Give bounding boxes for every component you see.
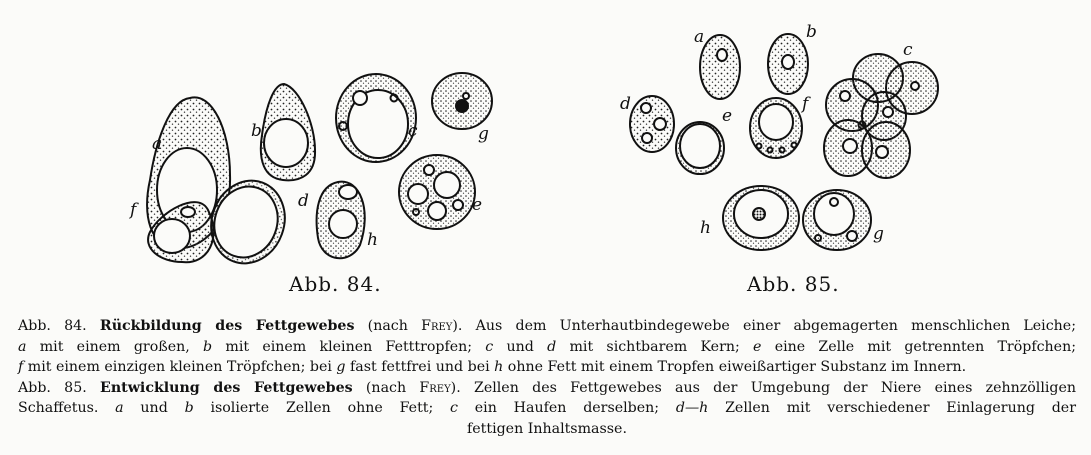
cell-84-c [336,74,416,162]
caption-text-0: Schaffetus. [18,400,116,416]
caption-letter-4: h [494,359,504,375]
caption-85-line3 [18,419,1076,440]
cell-84-e [399,155,475,229]
caption-letter-2: g [336,359,346,375]
caption-letter-8: e [753,338,762,355]
caption-84-line1 [18,316,1076,337]
figure-85-label: Abb. 85. [747,272,840,296]
cell-84-b [261,84,315,180]
cell-85-e [676,122,724,174]
label-85-b: b [806,22,817,42]
label-85-d: d [620,94,631,114]
label-85-f: f [802,94,809,114]
caption-letter-5: c [450,400,458,416]
label-85-a: a [694,27,705,47]
figure-84-drawing [147,73,492,274]
caption-84-text-b: ). Aus dem Unterhautbindegewebe einer abgemagerten menschlichen Leiche; [452,318,1076,334]
caption-text-4: isolierte Zellen ohne Fett; [193,400,451,416]
caption-letter-6: d [547,338,557,355]
label-85-e: e [722,106,733,126]
cell-84-g [432,73,492,129]
caption-text-5: und [493,338,548,355]
caption-letter-0: a [18,338,27,355]
cell-85-h [723,186,799,250]
caption-85-author: Frey [419,379,451,396]
caption-text-7: mit sichtbarem Kern; [556,338,754,355]
caption-84-text-a: (nach [367,318,408,334]
label-85-g: g [873,224,884,244]
caption-84-line2 [18,337,1076,358]
caption-84-author: Frey [421,318,453,334]
caption-text-9: eine Zelle mit getrennten Tröpfchen; [761,338,1076,355]
caption-text-1: mit einem großen, [26,338,204,355]
label-85-c: c [903,40,913,60]
cell-85-b [768,34,808,94]
label-84-g: g [478,124,489,144]
cell-85-f [750,98,802,158]
label-84-f: f [130,200,137,220]
caption-text-8: Zellen mit verschiedener Einlagerung der [708,400,1076,416]
label-84-c: c [408,121,418,141]
caption-85-title: Entwicklung des Fettgewebes [100,379,353,396]
cell-84-dh [317,182,365,259]
label-84-d: d [298,191,309,211]
figure-84-label: Abb. 84. [289,272,382,296]
caption-text-0: fettigen Inhaltsmasse. [467,420,627,437]
label-84-b: b [251,121,262,141]
caption-text-5: ohne Fett mit einem Tropfen eiweißartiger Substanz im Innern. [503,359,967,375]
caption-85-line1 [18,378,1076,399]
caption-letter-1: a [115,400,124,416]
cell-85-c-cluster [824,54,938,178]
caption-letter-4: c [485,338,494,355]
label-84-e: e [472,195,483,215]
label-84-a: a [152,134,163,154]
caption-text-1: mit einem einzigen kleinen Tröpfchen; bei [23,359,337,375]
caption-text-6: ein Haufen derselben; [458,400,676,416]
caption-letter-2: b [203,338,213,355]
caption-84-title: Rückbildung des Fettgewebes [99,318,355,334]
label-85-h: h [700,218,711,238]
caption-85-line2 [18,398,1076,419]
caption-85-prefix: Abb. 85. [18,379,87,396]
caption-84-prefix: Abb. 84. [18,318,87,334]
caption-letter-0: f [18,359,24,375]
caption-letter-7: d—h [675,400,709,416]
caption-85-text-a: (nach [365,379,407,396]
cell-85-g [803,190,871,250]
caption-text-2: und [123,400,185,416]
figure-85-drawing [630,34,938,250]
caption-text-3: fast fettfrei und bei [345,359,495,375]
caption-84-line3 [18,357,1076,378]
caption-letter-3: b [184,400,194,416]
label-84-h: h [367,230,378,250]
caption-text-3: mit einem kleinen Fetttropfen; [212,338,486,355]
cell-85-d [630,96,674,152]
cell-85-a [700,35,740,99]
caption-85-text-b: ). Zellen des Fettgewebes aus der Umgebung der Niere eines zehnzölligen [450,379,1077,396]
caption-block [18,316,1076,439]
